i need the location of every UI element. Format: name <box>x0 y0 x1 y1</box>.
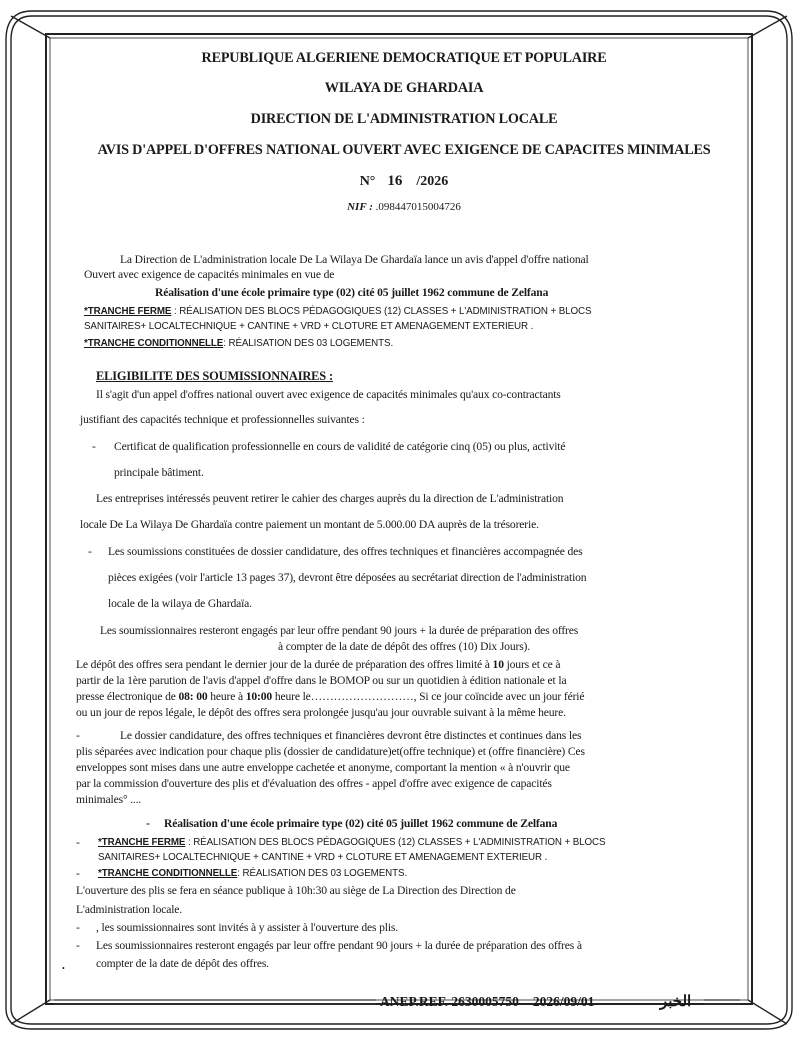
number-year: /2026 <box>416 174 449 189</box>
soumission-line1: Les soumissions constituées de dossier candidature, des offres techniques et financières accompagnée des <box>108 545 583 558</box>
bullet-dash: - <box>146 817 150 830</box>
publication-date: 2026/09/01 <box>532 994 595 1009</box>
bullet-dash: - <box>88 545 92 558</box>
dossier-line5: minimales° .... <box>76 793 142 806</box>
eligibility-title: ELIGIBILITE DES SOUMISSIONNAIRES : <box>96 369 333 383</box>
tranche-ferme-label: *TRANCHE FERME <box>98 837 186 848</box>
ouverture-line1: L'ouverture des plis se fera en séance publique à 10h:30 au siège de La Direction des Direction de <box>76 884 516 897</box>
soumission-line2: pièces exigées (voir l'article 13 pages 37), devront être déposées au secrétariat direction de l'administration <box>108 571 587 584</box>
bullet-dash: - <box>76 836 80 849</box>
depot-text: heure le………………………, Si ce jour coïncide avec un jour férié <box>272 690 585 703</box>
footer-rule-right <box>704 996 744 1010</box>
nif-label: NIF : <box>347 201 373 213</box>
depot-text-end: jours et ce à <box>503 658 561 671</box>
nif-value: .098447015004726 <box>375 201 461 213</box>
ouverture-bullet1: , les soumissionnaires sont invités à y assister à l'ouverture des plis. <box>96 921 399 934</box>
dossier-line2: plis séparées avec indication pour chaque plis (dossier de candidature)et(offre technique) et (offre financière) Ces <box>76 745 585 758</box>
tranche-conditionnelle-label: *TRANCHE CONDITIONNELLE <box>98 868 238 879</box>
depot-start-time: 08: 00 <box>178 690 208 703</box>
header-direction: DIRECTION DE L'ADMINISTRATION LOCALE <box>250 111 558 127</box>
bullet-dash: - <box>76 921 80 934</box>
depot-line2: partir de la 1ère parution de l'avis d'appel d'offre dans le BOMOP ou sur un quotidien à édition nationale et la <box>76 674 567 687</box>
ouverture-bullet2b: compter de la date de dépôt des offres. <box>96 957 269 970</box>
intro-tranche-ferme <box>84 305 591 319</box>
eligibility-bullet1b: principale bâtiment. <box>114 466 204 479</box>
dossier-tranche-ferme <box>98 836 605 850</box>
engagement-line2: à compter de la date de dépôt des offres (10) Dix Jours). <box>278 640 531 653</box>
tranche-ferme-text: : RÉALISATION DES BLOCS PÉDAGOGIQUES (12) CLASSES + L'ADMINISTRATION + BLOCS <box>171 306 592 317</box>
bullet-dash: - <box>76 729 80 742</box>
header-wilaya: WILAYA DE GHARDAIA <box>324 80 484 96</box>
tranche-conditionnelle-text: : RÉALISATION DES 03 LOGEMENTS. <box>237 868 408 879</box>
anep-reference <box>380 994 608 1010</box>
notice-number <box>78 173 730 190</box>
depot-line1 <box>76 658 560 672</box>
dossier-tranche-conditionnelle <box>98 867 407 881</box>
intro-tranche-ferme-cont: SANITAIRES+ LOCALTECHNIQUE + CANTINE + VRD + CLOTURE ET AMENAGEMENT EXTERIEUR . <box>84 321 534 332</box>
intro-tranche-conditionnelle <box>84 337 393 351</box>
number-value: 16 <box>387 173 403 189</box>
soumission-line3: locale de la wilaya de Ghardaïa. <box>108 597 252 610</box>
ouverture-bullet2a: Les soumissionnaires resteront engagés par leur offre pendant 90 jours + la durée de préparation des offres à <box>96 939 582 952</box>
engagement-line1: Les soumissionnaires resteront engagés par leur offre pendant 90 jours + la durée de préparation des offres <box>100 624 579 637</box>
anep-ref: ANEP.REF. 2630005750 <box>380 994 519 1009</box>
footer-rule-left <box>54 996 384 1010</box>
eligibility-line2: justifiant des capacités technique et professionnelles suivantes : <box>80 413 365 426</box>
newspaper-logo: الخبر <box>660 994 692 1010</box>
eligibility-bullet1a: Certificat de qualification professionnelle en cours de validité de catégorie cinq (05) ou plus, activité <box>114 440 566 453</box>
number-prefix: N° <box>359 174 376 189</box>
intro-project: Réalisation d'une école primaire type (02) cité 05 juillet 1962 commune de Zelfana <box>155 286 549 299</box>
bullet-dash: - <box>92 440 96 453</box>
depot-text: presse électronique de <box>76 690 179 703</box>
dossier-line4: par la commission d'ouverture des plis et d'évaluation des offres - appel d'offre avec exigence de capacités <box>76 777 552 790</box>
intro-line2: Ouvert avec exigence de capacités minimales en vue de <box>84 268 335 281</box>
tranche-conditionnelle-text: : RÉALISATION DES 03 LOGEMENTS. <box>223 338 394 349</box>
depot-line3 <box>76 690 584 704</box>
nif-line <box>78 201 730 213</box>
intro-line1: La Direction de L'administration locale De La Wilaya De Ghardaïa lance un avis d'appel d'offre national <box>120 253 589 266</box>
tranche-ferme-text: : RÉALISATION DES BLOCS PÉDAGOGIQUES (12) CLASSES + L'ADMINISTRATION + BLOCS <box>185 837 606 848</box>
depot-text: heure à <box>207 690 246 703</box>
dossier-line1: Le dossier candidature, des offres techniques et financières devront être distinctes et continues dans les <box>120 729 582 742</box>
tranche-ferme-label: *TRANCHE FERME <box>84 306 172 317</box>
depot-end-time: 10:00 <box>245 690 273 703</box>
ouverture-line2: L'administration locale. <box>76 903 183 916</box>
eligibility-line1: Il s'agit d'un appel d'offres national ouvert avec exigence de capacités minimales qu'aux co-contractants <box>96 388 561 401</box>
depot-line4: ou un jour de repos légale, le dépôt des offres sera prolongée jusqu'au jour ouvrable suivant à la même heure. <box>76 706 566 719</box>
dossier-project: Réalisation d'une école primaire type (02) cité 05 juillet 1962 commune de Zelfana <box>164 817 558 830</box>
depot-text: Le dépôt des offres sera pendant le dernier jour de la durée de préparation des offres limité à <box>76 658 493 671</box>
dossier-tranche-ferme-cont: SANITAIRES+ LOCALTECHNIQUE + CANTINE + VRD + CLOTURE ET AMENAGEMENT EXTERIEUR . <box>98 852 548 863</box>
dot-mark: • <box>62 964 65 973</box>
retrait-line2: locale De La Wilaya De Ghardaïa contre paiement un montant de 5.000.00 DA auprès de la trésorerie. <box>80 518 539 531</box>
bullet-dash: - <box>76 867 80 880</box>
header-republic: REPUBLIQUE ALGERIENE DEMOCRATIQUE ET POPULAIRE <box>201 50 607 66</box>
dossier-line3: enveloppes sont mises dans une autre enveloppe cachetée et anonyme, comportant la mention « à n'ouvrir que <box>76 761 570 774</box>
retrait-line1: Les entreprises intéressés peuvent retirer le cahier des charges auprès du la direction de L'administration <box>96 492 564 505</box>
bullet-dash: - <box>76 939 80 952</box>
tranche-conditionnelle-label: *TRANCHE CONDITIONNELLE <box>84 338 224 349</box>
depot-days: 10 <box>492 658 504 671</box>
header-title: AVIS D'APPEL D'OFFRES NATIONAL OUVERT AVEC EXIGENCE DE CAPACITES MINIMALES <box>97 142 711 158</box>
